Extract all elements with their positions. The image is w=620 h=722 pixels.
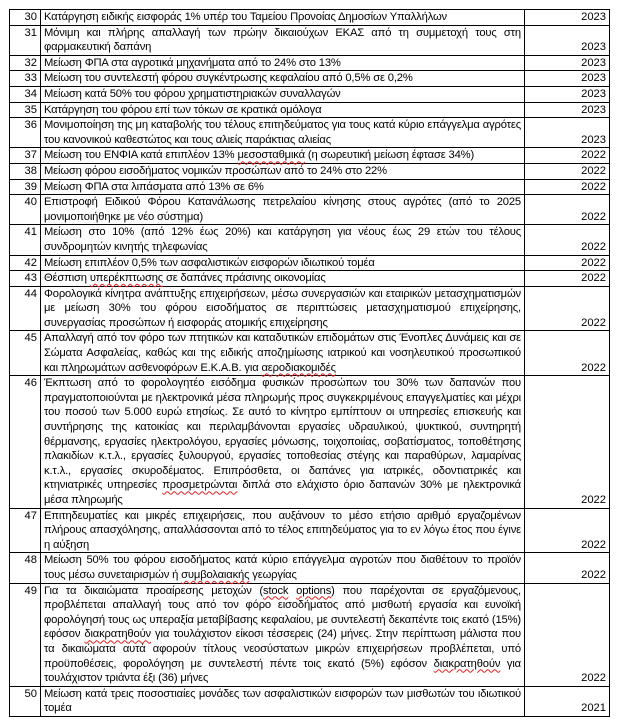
spellcheck-flagged-word: υπερέκπτωσης [89,272,164,285]
row-number: 44 [10,286,41,331]
measure-description [41,255,525,271]
measure-year: 2022 [525,508,610,553]
description-text: ) που παρέχονται σε εργαζόμενους, προβλέπεται απαλλαγή τους από τον φόρο εισοδήματος από μισθωτή εργασία και ευνοϊκή φορολόγησή τους ως υπεραξία μεταβίβασης κεφαλαίου, με συντελεστή δεκαπέντε τοις εκατό (15%) εφόσον [44,584,521,641]
measure-year: 2022 [525,271,610,287]
measure-description [41,225,525,255]
spellcheck-flagged-word: options [296,584,332,597]
row-number: 49 [10,583,41,686]
row-number: 48 [10,553,41,583]
description-text: Μείωση φόρου εισοδήματος νομικών προσώπων από το 24% στο 22% [44,164,387,177]
table-row [10,102,610,118]
description-text: Μείωση κατά τρεις ποσοστιαίες μονάδες των ασφαλιστικών εισφορών των μισθωτών του ιδιωτικού τομέα [44,687,521,715]
measure-year: 2022 [525,286,610,331]
measure-description [41,508,525,553]
description-text: Έκπτωση από το φορολογητέο εισόδημα φυσικών προσώπων του 30% των δαπανών που πραγματοποιούνται με ηλεκτρονικά μέσα πληρωμής προς συγκεκριμένους επαγγελματίες και μέχρι του ποσού των 5.000 ευρώ ετησίως. Σε αυτό το κίνητρο εμπίπτουν οι υπηρεσίες επισκευής και συντήρησης της κατοικίας και περιλαμβάνονται εργασίες υδραυλικού, ψυκτικού, συντηρητή θέρμανσης, εργασίες ηλεκτρολόγου, εργασίες μόνωσης, τοιχοποιίας, σοβατίσματος, τοποθέτησης πλακιδίων κ.τ.λ., εργασίες ξυλουργού, εργασίες τοποθεσίας στέγης και παραθύρων, λαμαρίνας κ.τ.λ., εργασίες σκυροδέματος. Επιπρόσθετα, οι δαπάνες για ιατρικές, οδοντιατρικές και κτηνιατρικές υπηρεσίες [44,377,521,492]
row-number: 46 [10,376,41,508]
description-text: Μόνιμη και πλήρης απαλλαγή των πρώην δικαιούχων ΕΚΑΣ από τη συμμετοχή τους στη φαρμακευτική δαπάνη [44,26,521,54]
description-text: Για τα δικαιώματα προαίρεσης μετοχών ( [44,584,264,597]
table-row [10,163,610,179]
row-number: 36 [10,118,41,148]
measure-year: 2022 [525,255,610,271]
table-row [10,286,610,331]
description-text: Κατάργηση ειδικής εισφοράς 1% υπέρ του Ταμείου Προνοίας Δημοσίων Υπαλλήλων [44,11,447,23]
measure-year: 2023 [525,86,610,102]
description-text: Θέσπιση [44,272,90,285]
row-number: 50 [10,686,41,716]
table-row [10,179,610,195]
measure-description [41,583,525,686]
measure-year: 2022 [525,553,610,583]
measure-description [41,86,525,102]
measure-year: 2022 [525,163,610,179]
table-row [10,195,610,225]
spellcheck-flagged-word: αεροδιακομιδές [261,361,336,374]
description-text: Μείωση στο 10% (από 12% έως 20%) και κατάργηση για νέους έως 29 ετών του τέλους συνδρομητών κινητής τηλεφωνίας [44,226,521,253]
row-number: 45 [10,331,41,376]
measure-year: 2022 [525,331,610,376]
measure-year: 2023 [525,71,610,87]
description-text: Απαλλαγή από τον φόρο των πτητικών και καταδυτικών επιδομάτων στις Ένοπλες Δυνάμεις και σε Σώματα Ασφαλείας, καθώς και της ειδικής αποζημίωσης ιατρικού και νοσηλευτικού προσωπικού και πληρωμάτων ασθενοφόρων Ε.Κ.Α.Β. για [44,332,521,374]
row-number: 40 [10,195,41,225]
description-text: Μείωση του ΕΝΦΙΑ κατά επιπλέον 13% [44,149,238,162]
spellcheck-flagged-word: διακρατηθούν [84,628,151,641]
description-text: για τουλάχιστον είκοσι τέσσερεις (24) μήνες. Στην περίπτωση μάλιστα που τα δικαιώματα αυτά αφορούν τίτλους νεοσύστατων μικρών επιχειρήσεων προβλέπεται, υπό προϋποθέσεις, φορολόγηση με συντελεστή πέντε τοις εκατό (5%) εφόσον [44,628,521,670]
row-number: 32 [10,55,41,71]
row-number: 30 [10,10,41,26]
measure-description [41,376,525,508]
description-text: σε δαπάνες πράσινης οικονομίας [163,272,326,285]
measure-description [41,331,525,376]
spellcheck-flagged-word: προσμετρώνται [162,479,238,492]
description-text: Μείωση ΦΠΑ στα λιπάσματα από 13% σε 6% [44,180,264,193]
table-row [10,686,610,716]
measure-description [41,163,525,179]
description-text: Μείωση επιπλέον 0,5% των ασφαλιστικών εισφορών ιδιωτικού τομέα [44,256,375,269]
description-text: Φορολογικά κίνητρα ανάπτυξης επιχειρήσεων, μέσω συνεργασιών και εταιρικών μετασχηματισμών με μείωση 30% του φόρου εισοδήματος σε περιπτώσεις μετασχηματισμού επιχείρησης, συνεργασίας προσώπων ή εισφοράς ατομικής επιχείρησης [44,287,521,329]
table-row [10,225,610,255]
row-number: 38 [10,163,41,179]
measure-description [41,271,525,287]
table-row [10,118,610,148]
measure-year: 2021 [525,686,610,716]
description-text: Μείωση κατά 50% του φόρου χρηματιστηριακών συναλλαγών [44,87,341,100]
table-row [10,255,610,271]
row-number: 43 [10,271,41,287]
table-row [10,583,610,686]
description-text: Μείωση του συντελεστή φόρου συγκέντρωσης κεφαλαίου από 0,5% σε 0,2% [44,72,413,85]
measure-year: 2022 [525,148,610,164]
measure-year: 2023 [525,55,610,71]
description-text: Μονιμοποίηση της μη καταβολής του τέλους επιτηδεύματος για τους κατά κύριο επάγγελμα αγρότες του κανονικού καθεστώτος και τους αλιείς παράκτιας αλιείας [44,119,521,146]
table-row [10,553,610,583]
measure-year: 2023 [525,10,610,26]
description-text: Μείωση 50% του φόρου εισοδήματος κατά κύριο επάγγελμα αγροτών που διαθέτουν το προϊόν τους μέσω συνεταιρισμών ή [44,554,521,581]
row-number: 41 [10,225,41,255]
table-row [10,148,610,164]
measure-description [41,55,525,71]
table-body [10,10,610,717]
spellcheck-flagged-word: διακρατηθούν [433,657,501,670]
table-row [10,71,610,87]
measure-description [41,686,525,716]
description-text: Επιστροφή Ειδικού Φόρου Κατανάλωσης πετρελαίου κίνησης στους αγρότες (από το 2025 μονιμοποιήθηκε με νέο σύστημα) [44,196,521,223]
row-number: 39 [10,179,41,195]
row-number: 34 [10,86,41,102]
measure-year: 2022 [525,376,610,508]
measure-year: 2022 [525,225,610,255]
table-row [10,271,610,287]
spellcheck-flagged-word: μεσοσταθμικά [237,149,305,162]
table-row [10,508,610,553]
description-text: (η σωρευτική μείωση έφτασε 34%) [304,149,475,162]
row-number: 33 [10,71,41,87]
spellcheck-flagged-word: συμβολαιακής [181,568,250,581]
measure-description [41,195,525,225]
description-text: Μείωση ΦΠΑ στα αγροτικά μηχανήματα από το 24% στο 13% [44,56,341,69]
row-number: 31 [10,25,41,55]
table-row [10,331,610,376]
measure-description [41,25,525,55]
spellcheck-flagged-word: stock [263,584,289,597]
description-text: γεωργίας [249,568,297,581]
row-number: 47 [10,508,41,553]
description-text: Κατάργηση του φόρου επί των τόκων σε κρατικά ομόλογα [44,103,322,116]
row-number: 37 [10,148,41,164]
description-text: Επιτηδευματίες και μικρές επιχειρήσεις, που αυξάνουν το μέσο ετήσιο αριθμό εργαζομένων πλήρους απασχόλησης, απαλλάσσονται από το τέλος επιτηδεύματος για το εν λόγω έτος που έγινε η αύξηση [44,509,521,551]
description-text [288,585,296,597]
measure-description [41,286,525,331]
row-number: 35 [10,102,41,118]
measure-description [41,71,525,87]
measure-year: 2023 [525,25,610,55]
measure-year: 2022 [525,583,610,686]
measure-year: 2022 [525,195,610,225]
table-row [10,10,610,26]
measure-year: 2023 [525,102,610,118]
measure-year: 2022 [525,179,610,195]
table-row [10,55,610,71]
table-row [10,25,610,55]
measure-description [41,148,525,164]
measure-description [41,179,525,195]
measure-description [41,118,525,148]
measure-year: 2023 [525,118,610,148]
measure-description [41,102,525,118]
tax-measures-table [9,9,610,717]
row-number: 42 [10,255,41,271]
measure-description [41,10,525,26]
description-text: για τουλάχιστον τριάντα έξι (36) μήνες [44,657,522,685]
table-row [10,86,610,102]
measure-description [41,553,525,583]
table-row [10,376,610,508]
description-text: διπλά στο ελάχιστο όριο δαπανών 30% με ηλεκτρονικά μέσα πληρωμής [44,479,521,506]
